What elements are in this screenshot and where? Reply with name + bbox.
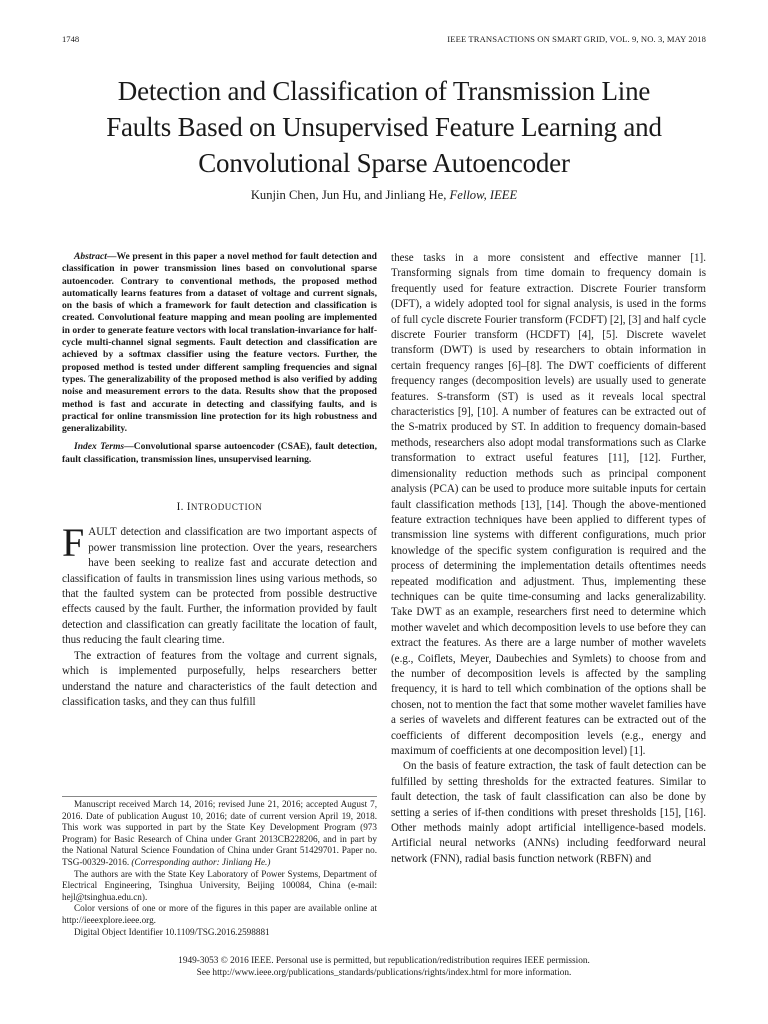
- page-number: 1748: [62, 34, 80, 44]
- copyright-line: 1949-3053 © 2016 IEEE. Personal use is permitted, but republication/redistribution requires IEEE permission.: [178, 956, 590, 966]
- abstract: [62, 251, 377, 435]
- footnote-manuscript: [62, 799, 377, 869]
- intro-paragraph-1: [62, 520, 377, 648]
- index-terms-label: Index Terms: [74, 441, 125, 453]
- section-caps: NTRODUCTION: [190, 502, 263, 513]
- author-list: [40, 188, 728, 203]
- rights-line: See http://www.ieee.org/publications_standards/publications/rights/index.html for more information.: [196, 968, 572, 979]
- footnotes: [62, 796, 377, 938]
- section-numeral: I. I: [176, 501, 191, 514]
- index-terms-text: —Convolutional sparse autoencoder (CSAE), fault detection, fault classification, transmission lines, unsupervised learning.: [62, 441, 377, 465]
- right-paragraph-1: these tasks in a more consistent and effective manner [1]. Transforming signals from time domain to frequency domain is frequently used for feature extraction. Discrete Fourier transform (DFT), a widely adopted tool for signal analysis, is used in the forms of full cycle discrete Fourier transform (FCDFT) [2], [3] and half cycle discrete Fourier transform (HCDFT) [4], [5]. Discrete wavelet transform (DWT) is used by researchers to obtain information in certain frequency ranges [6]–[8]. The DWT coefficients of different frequency ranges (decomposition levels) are usually used to generate features. S-transform (ST) is used as it reveals local spectral characteristics [9], [10]. A number of features can be extracted out of the S-matrix produced by ST. In addition to frequency domain-based methods, researchers also adopt modal transformations such as Clarke transformation to extract useful features [11], [12]. Further, dimensionality reduction methods such as principal component analysis (PCA) can be used to produce more suitable inputs for certain fault classification methods [13], [14]. Though the above-mentioned feature extraction techniques have been applied to different types of transmission line systems with different configurations, much prior knowledge of the specific system configuration is required and the process of determining the implementation details oftentimes needs repeated modification and adjustment. Thus, implementing these techniques can be quite time-consuming and lacks generalizability. Take DWT as an example, researchers first need to determine which mother wavelet and which decomposition levels to use before they can extract the features. As there are a large number of mother wavelets (e.g., Coiflets, Meyer, Daubechies and Symlets) to choose from and the number of decomposition levels is affected by the sampling frequency, it is hard to tell which combination of the options shall be chosen, not to mention the fact that some mother wavelet families have a series of wavelets and different features can be extracted out of the coefficients of different decomposition levels (e.g., energy and maximum of coefficients at one decomposition level) [1].: [391, 252, 706, 757]
- author-fellow: Fellow, IEEE: [449, 188, 518, 202]
- footnote-doi: Digital Object Identifier 10.1109/TSG.2016.2598881: [74, 926, 270, 937]
- footnote-corresponding: (Corresponding author: Jinliang He.): [131, 856, 271, 867]
- copyright-footer: [62, 955, 706, 980]
- footnote-affiliation: The authors are with the State Key Laboratory of Power Systems, Department of Electrical Engineering, Tsinghua University, Beijing 100084, China (e-mail: hejl@tsinghua.edu.cn).: [62, 868, 377, 902]
- footnote-color: Color versions of one or more of the figures in this paper are available online at http://ieeexplore.ieee.org.: [62, 903, 377, 925]
- title-line: Detection and Classification of Transmission Line: [117, 76, 651, 106]
- intro-p1-text: AULT detection and classification are two important aspects of power transmission line protection. Over the years, researchers have been seeking to realize fast and accurate detection and classification of faults in transmission lines using various methods, so that the faulted system can be protected from possible destructive effects caused by the fault. Further, the information provided by fault detection and classification can greatly facilitate the location of fault, thus reducing the fault clearing time.: [62, 526, 377, 647]
- drop-cap: F: [62, 520, 85, 566]
- journal-header: IEEE TRANSACTIONS ON SMART GRID, VOL. 9, NO. 3, MAY 2018: [447, 34, 706, 44]
- abstract-label: Abstract: [74, 251, 107, 262]
- right-column: [391, 251, 706, 867]
- right-paragraph-2: On the basis of feature extraction, the task of fault detection can be fulfilled by setting thresholds for the extracted features. Similar to fault detection, the task of fault classification can also be done by setting a series of if-then conditions with preset thresholds [15], [16]. Other methods mainly adopt artificial intelligence-based models. Artificial neural networks (ANNs) including feedforward neural network (FNN), radial basis function network (RBFN) and: [391, 760, 706, 865]
- title-line: Faults Based on Unsupervised Feature Learning and: [106, 112, 662, 142]
- left-column: [62, 251, 377, 710]
- author-names: Kunjin Chen, Jun Hu, and Jinliang He,: [250, 188, 447, 202]
- paper-title: [40, 73, 728, 181]
- footnote-manuscript-text: Manuscript received March 14, 2016; revised June 21, 2016; accepted August 7, 2016. Date of publication August 10, 2016; date of current version April 19, 2018. This work was supported in part by the State Key Development Program (973 Program) for Basic Research of China under Grant 2013CB228206, and in part by the National Natural Science Foundation of China under Grant 51429701. Paper no. TSG-00329-2016.: [62, 799, 377, 867]
- section-heading: [62, 500, 377, 515]
- intro-paragraph-2: The extraction of features from the voltage and current signals, which is implemented purposefully, helps researchers better understand the nature and characteristics of the fault detection and classification tasks, and they can thus fulfill: [62, 649, 377, 708]
- title-line: Convolutional Sparse Autoencoder: [198, 148, 570, 178]
- index-terms: [62, 441, 377, 466]
- abstract-text: —We present in this paper a novel method for fault detection and classification in power transmission lines based on convolutional sparse autoencoder. Contrary to conventional methods, the proposed method automatically learns features from a dataset of voltage and current signals, on the basis of which a framework for fault detection and classification is created. Convolutional feature mapping and mean pooling are implemented in order to generate feature vectors with local translation-invariance for half-cycle multi-channel signal segments. Fault detection and classification are achieved by a softmax classifier using the feature vectors. Further, the proposed method is tested under different sampling frequencies and signal types. The generalizability of the proposed method is also verified by adding noise and measurement errors to the data. Results show that the proposed method is fast and accurate in detecting and classifying faults, and is practical for online transmission line protection for its high robustness and generalizability.: [62, 251, 377, 435]
